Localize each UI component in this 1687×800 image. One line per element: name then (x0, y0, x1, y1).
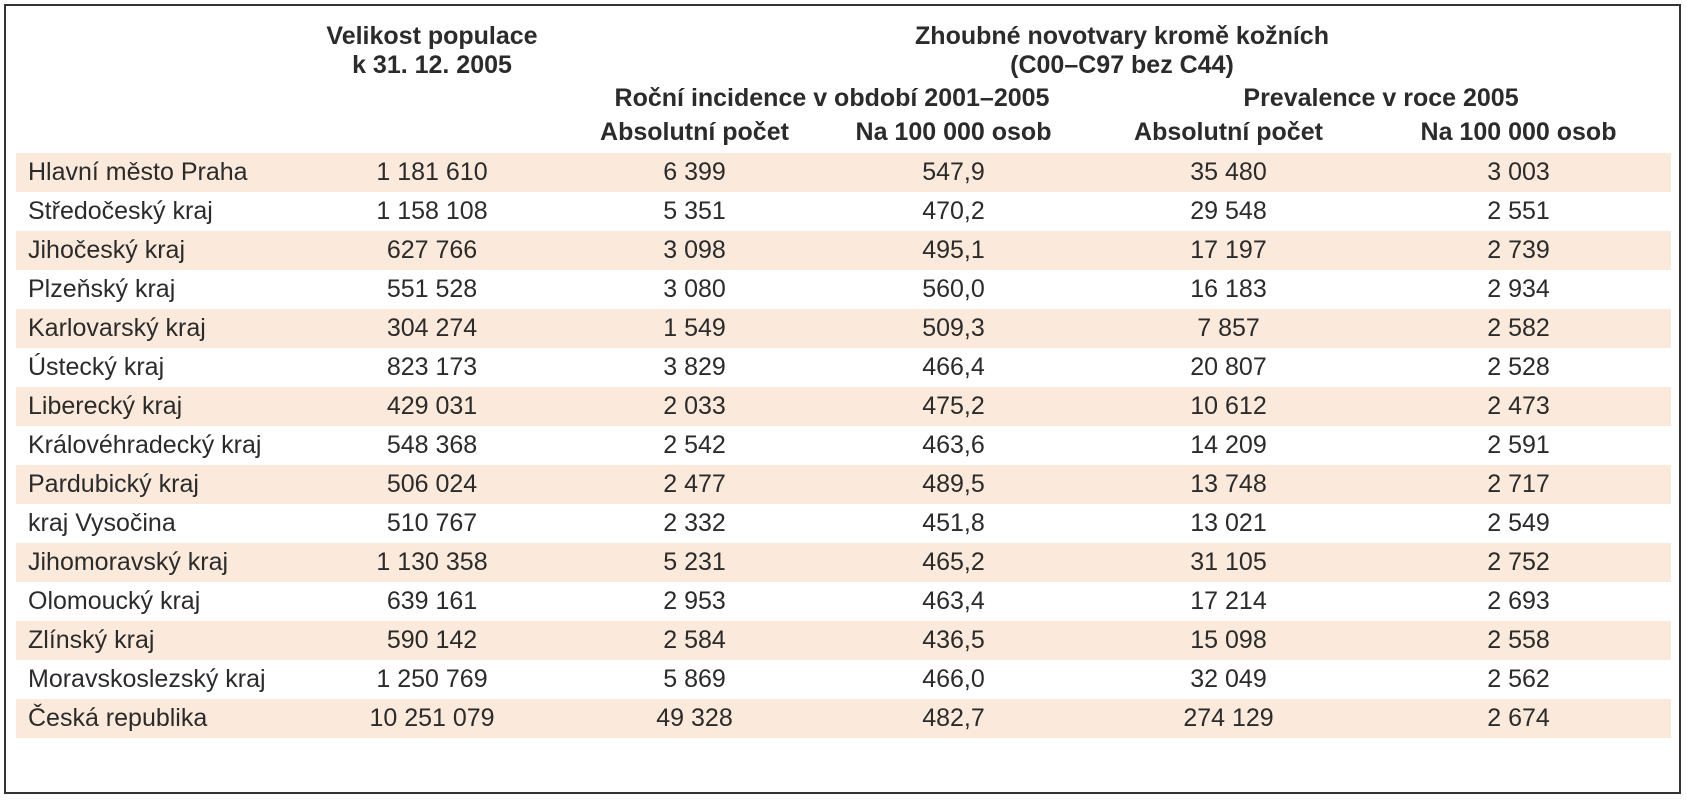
population-cell: 429 031 (291, 387, 573, 426)
prevalence-absolute-cell: 17 214 (1091, 582, 1366, 621)
header-cancer-group-line2: (C00–C97 bez C44) (1010, 51, 1234, 79)
incidence-absolute-cell: 5 869 (573, 660, 816, 699)
incidence-absolute-cell: 2 953 (573, 582, 816, 621)
table-row (16, 309, 1671, 348)
incidence-absolute-cell: 2 542 (573, 426, 816, 465)
prevalence-absolute-cell: 7 857 (1091, 309, 1366, 348)
incidence-per-100k-cell: 466,4 (816, 348, 1091, 387)
population-cell: 823 173 (291, 348, 573, 387)
prevalence-per-100k-cell: 3 003 (1366, 152, 1671, 193)
incidence-absolute-cell: 2 033 (573, 387, 816, 426)
prevalence-per-100k-cell: 2 551 (1366, 192, 1671, 231)
incidence-per-100k-cell: 489,5 (816, 465, 1091, 504)
prevalence-per-100k-cell: 2 717 (1366, 465, 1671, 504)
region-cell: Jihočeský kraj (16, 231, 291, 270)
region-cell: Hlavní město Praha (16, 152, 291, 193)
incidence-absolute-cell: 3 098 (573, 231, 816, 270)
population-cell: 1 181 610 (291, 152, 573, 193)
population-cell: 304 274 (291, 309, 573, 348)
population-cell: 551 528 (291, 270, 573, 309)
population-cell: 548 368 (291, 426, 573, 465)
prevalence-per-100k-cell: 2 549 (1366, 504, 1671, 543)
population-cell: 1 158 108 (291, 192, 573, 231)
region-cell: Středočeský kraj (16, 192, 291, 231)
incidence-per-100k-cell: 482,7 (816, 699, 1091, 738)
header-population-line2: k 31. 12. 2005 (352, 51, 512, 79)
incidence-per-100k-cell: 509,3 (816, 309, 1091, 348)
region-cell: Česká republika (16, 699, 291, 738)
incidence-absolute-cell: 3 829 (573, 348, 816, 387)
incidence-absolute-cell: 1 549 (573, 309, 816, 348)
incidence-absolute-cell: 6 399 (573, 152, 816, 193)
prevalence-per-100k-cell: 2 693 (1366, 582, 1671, 621)
table-row (16, 348, 1671, 387)
header-population-blank (291, 80, 573, 113)
prevalence-per-100k-cell: 2 934 (1366, 270, 1671, 309)
region-cell: Pardubický kraj (16, 465, 291, 504)
table-row (16, 152, 1671, 193)
table-row (16, 582, 1671, 621)
header-population-blank-2 (291, 113, 573, 152)
population-cell: 10 251 079 (291, 699, 573, 738)
header-cancer-group-line1: Zhoubné novotvary kromě kožních (915, 22, 1329, 50)
prevalence-per-100k-cell: 2 558 (1366, 621, 1671, 660)
prevalence-absolute-cell: 13 748 (1091, 465, 1366, 504)
prevalence-absolute-cell: 14 209 (1091, 426, 1366, 465)
cancer-statistics-table (16, 22, 1671, 738)
table-row (16, 504, 1671, 543)
table-row (16, 426, 1671, 465)
prevalence-per-100k-cell: 2 591 (1366, 426, 1671, 465)
prevalence-absolute-cell: 274 129 (1091, 699, 1366, 738)
prevalence-per-100k-cell: 2 739 (1366, 231, 1671, 270)
table-row (16, 699, 1671, 738)
incidence-per-100k-cell: 436,5 (816, 621, 1091, 660)
prevalence-absolute-cell: 13 021 (1091, 504, 1366, 543)
population-cell: 1 130 358 (291, 543, 573, 582)
prevalence-absolute-cell: 31 105 (1091, 543, 1366, 582)
header-prevalence-absolute: Absolutní počet (1134, 118, 1323, 146)
incidence-absolute-cell: 2 332 (573, 504, 816, 543)
table-row (16, 231, 1671, 270)
region-cell: Olomoucký kraj (16, 582, 291, 621)
prevalence-absolute-cell: 29 548 (1091, 192, 1366, 231)
region-cell: Moravskoslezský kraj (16, 660, 291, 699)
incidence-per-100k-cell: 463,4 (816, 582, 1091, 621)
incidence-absolute-cell: 2 584 (573, 621, 816, 660)
incidence-per-100k-cell: 451,8 (816, 504, 1091, 543)
table-row (16, 465, 1671, 504)
incidence-absolute-cell: 5 231 (573, 543, 816, 582)
region-cell: Královéhradecký kraj (16, 426, 291, 465)
prevalence-absolute-cell: 20 807 (1091, 348, 1366, 387)
prevalence-absolute-cell: 16 183 (1091, 270, 1366, 309)
table-body (16, 152, 1671, 739)
prevalence-per-100k-cell: 2 528 (1366, 348, 1671, 387)
table-frame (4, 4, 1681, 794)
prevalence-per-100k-cell: 2 582 (1366, 309, 1671, 348)
header-incidence: Roční incidence v období 2001–2005 (614, 84, 1050, 112)
population-cell: 590 142 (291, 621, 573, 660)
table-row (16, 660, 1671, 699)
incidence-per-100k-cell: 470,2 (816, 192, 1091, 231)
incidence-per-100k-cell: 466,0 (816, 660, 1091, 699)
incidence-per-100k-cell: 463,6 (816, 426, 1091, 465)
incidence-absolute-cell: 5 351 (573, 192, 816, 231)
region-cell: Liberecký kraj (16, 387, 291, 426)
table-header (16, 22, 1671, 152)
header-population-line1: Velikost populace (326, 22, 538, 50)
incidence-absolute-cell: 2 477 (573, 465, 816, 504)
population-cell: 506 024 (291, 465, 573, 504)
region-cell: kraj Vysočina (16, 504, 291, 543)
header-prevalence: Prevalence v roce 2005 (1243, 84, 1519, 112)
region-cell: Ústecký kraj (16, 348, 291, 387)
header-incidence-absolute: Absolutní počet (600, 118, 789, 146)
table-row (16, 192, 1671, 231)
prevalence-absolute-cell: 15 098 (1091, 621, 1366, 660)
header-region-blank-2 (16, 80, 291, 113)
region-cell: Karlovarský kraj (16, 309, 291, 348)
prevalence-per-100k-cell: 2 562 (1366, 660, 1671, 699)
incidence-absolute-cell: 3 080 (573, 270, 816, 309)
incidence-per-100k-cell: 560,0 (816, 270, 1091, 309)
header-incidence-per-100k: Na 100 000 osob (855, 118, 1052, 146)
table-row (16, 387, 1671, 426)
population-cell: 1 250 769 (291, 660, 573, 699)
incidence-per-100k-cell: 465,2 (816, 543, 1091, 582)
table-row (16, 621, 1671, 660)
prevalence-absolute-cell: 35 480 (1091, 152, 1366, 193)
prevalence-per-100k-cell: 2 752 (1366, 543, 1671, 582)
population-cell: 639 161 (291, 582, 573, 621)
region-cell: Zlínský kraj (16, 621, 291, 660)
header-region-blank (16, 22, 291, 80)
prevalence-per-100k-cell: 2 473 (1366, 387, 1671, 426)
header-region-blank-3 (16, 113, 291, 152)
incidence-per-100k-cell: 495,1 (816, 231, 1091, 270)
prevalence-absolute-cell: 10 612 (1091, 387, 1366, 426)
incidence-per-100k-cell: 547,9 (816, 152, 1091, 193)
incidence-absolute-cell: 49 328 (573, 699, 816, 738)
prevalence-per-100k-cell: 2 674 (1366, 699, 1671, 738)
region-cell: Plzeňský kraj (16, 270, 291, 309)
prevalence-absolute-cell: 32 049 (1091, 660, 1366, 699)
incidence-per-100k-cell: 475,2 (816, 387, 1091, 426)
table-row (16, 543, 1671, 582)
population-cell: 510 767 (291, 504, 573, 543)
header-prevalence-per-100k: Na 100 000 osob (1420, 118, 1617, 146)
population-cell: 627 766 (291, 231, 573, 270)
table-row (16, 270, 1671, 309)
prevalence-absolute-cell: 17 197 (1091, 231, 1366, 270)
region-cell: Jihomoravský kraj (16, 543, 291, 582)
